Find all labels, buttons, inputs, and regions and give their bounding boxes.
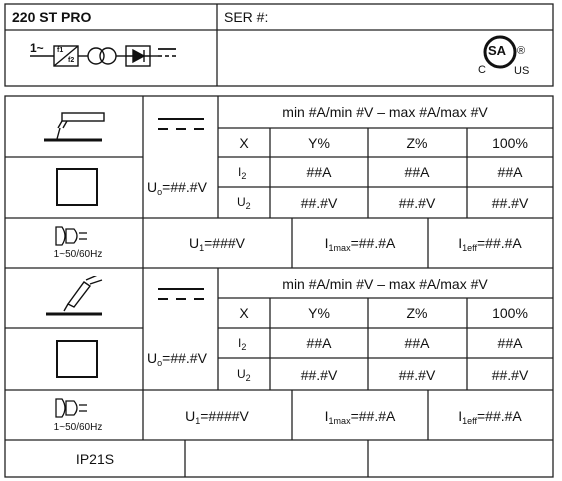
range-label: min #A/min #V – max #A/max #V — [282, 276, 488, 292]
dc-current-icon — [156, 114, 206, 134]
u2-value: ##.#V — [300, 195, 338, 211]
effective-input-current: $I_{1eff}=\#\#.\#A$ — [458, 408, 522, 426]
csa-registered-mark: ® — [517, 45, 526, 57]
csa-center-letters: SA — [488, 43, 507, 58]
csa-c-letter: C — [478, 64, 486, 76]
range-label: min #A/min #V – max #A/max #V — [282, 104, 488, 120]
u2-label: $U_2$ — [237, 195, 251, 211]
u2-value: ##.#V — [398, 367, 436, 383]
i2-label: $I_2$ — [238, 336, 247, 352]
effective-input-current: $I_{1eff}=\#\#.\#A$ — [458, 235, 522, 253]
ip-rating: IP21S — [75, 451, 115, 467]
i2-value: ##A — [497, 164, 523, 180]
diagram-f1-label: f1 — [57, 47, 64, 54]
diagram-input-label: 1~ — [30, 41, 44, 55]
mains-frequency-label: 1~50/60Hz — [53, 249, 103, 260]
input-voltage: $U_1=\#\#\#V$ — [188, 235, 246, 253]
mains-plug-icon — [50, 396, 110, 420]
duty-col-y: Y% — [308, 305, 330, 321]
input-voltage: $U_1=\#\#\#\#V$ — [185, 408, 249, 426]
duty-col-x: X — [239, 135, 249, 151]
transformer-symbol-icon — [56, 340, 98, 378]
duty-col-x: X — [239, 305, 249, 321]
duty-col-y: Y% — [308, 135, 330, 151]
u2-value: ##.#V — [398, 195, 436, 211]
open-circuit-voltage: $U_o=\#\#.\#V$ — [147, 179, 207, 197]
u2-value: ##.#V — [491, 195, 529, 211]
dc-current-icon — [156, 284, 206, 304]
duty-col-z: Z% — [406, 135, 428, 151]
diagram-f2-label: f2 — [68, 57, 75, 64]
u2-value: ##.#V — [491, 367, 529, 383]
open-circuit-voltage: $U_o=\#\#.\#V$ — [147, 350, 207, 368]
u2-value: ##.#V — [300, 367, 338, 383]
model-name: 220 ST PRO — [12, 9, 92, 25]
transformer-symbol-icon — [56, 168, 98, 206]
csa-certification-icon — [476, 34, 546, 82]
serial-label: SER #: — [224, 9, 269, 25]
max-input-current: $I_{1max}=\#\#.\#A$ — [324, 408, 396, 426]
tig-torch-icon — [40, 106, 110, 146]
i2-value: ##A — [497, 335, 523, 351]
i2-value: ##A — [306, 164, 332, 180]
i2-label: $I_2$ — [238, 165, 247, 181]
csa-us-letters: US — [514, 65, 530, 77]
u2-label: $U_2$ — [237, 367, 251, 383]
i2-value: ##A — [404, 335, 430, 351]
stick-electrode-icon — [40, 276, 110, 320]
mains-frequency-label: 1~50/60Hz — [53, 422, 103, 433]
mains-plug-icon — [50, 224, 110, 248]
i2-value: ##A — [306, 335, 332, 351]
max-input-current: $I_{1max}=\#\#.\#A$ — [324, 235, 396, 253]
power-source-diagram-icon — [28, 36, 208, 80]
duty-col-z: Z% — [406, 305, 428, 321]
i2-value: ##A — [404, 164, 430, 180]
duty-col-100: 100% — [492, 135, 528, 151]
duty-col-100: 100% — [492, 305, 528, 321]
